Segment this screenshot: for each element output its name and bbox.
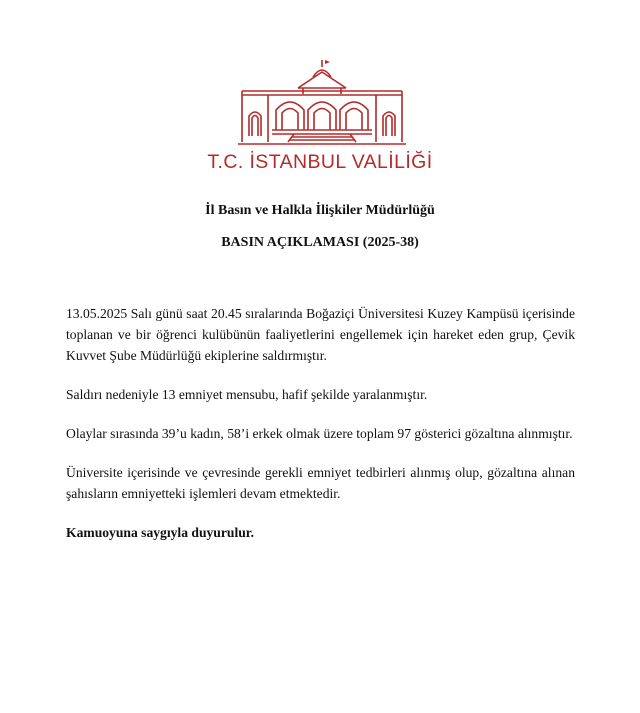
press-release-body [66,303,575,561]
department-heading: İl Basın ve Halkla İlişkiler Müdürlüğü [205,203,435,218]
governorship-building-logo-icon [238,58,406,148]
paragraph: Üniversite içerisinde ve çevresinde gerekli emniyet tedbirleri alınmış olup, gözaltına alınan şahısların emniyetteki işlemleri devam etmektedir. [66,465,575,501]
closing-statement: Kamuoyuna saygıyla duyurulur. [66,525,254,540]
paragraph: Saldırı nedeniyle 13 emniyet mensubu, hafif şekilde yaralanmıştır. [66,387,428,402]
paragraph: Olaylar sırasında 39’u kadın, 58’i erkek olmak üzere toplam 97 gösterici gözaltına alınmıştır. [66,426,573,441]
org-name: T.C. İSTANBUL VALİLİĞİ [207,151,433,173]
press-release-title: BASIN AÇIKLAMASI (2025-38) [221,235,419,250]
paragraph: 13.05.2025 Salı günü saat 20.45 sıralarında Boğaziçi Üniversitesi Kuzey Kampüsü içerisinde toplanan ve bir öğrenci kulübünün faaliyetlerini engellemek için hareket eden grup, Çevik Kuvvet Şube Müdürlüğü ekiplerine saldırmıştır. [66,306,575,363]
